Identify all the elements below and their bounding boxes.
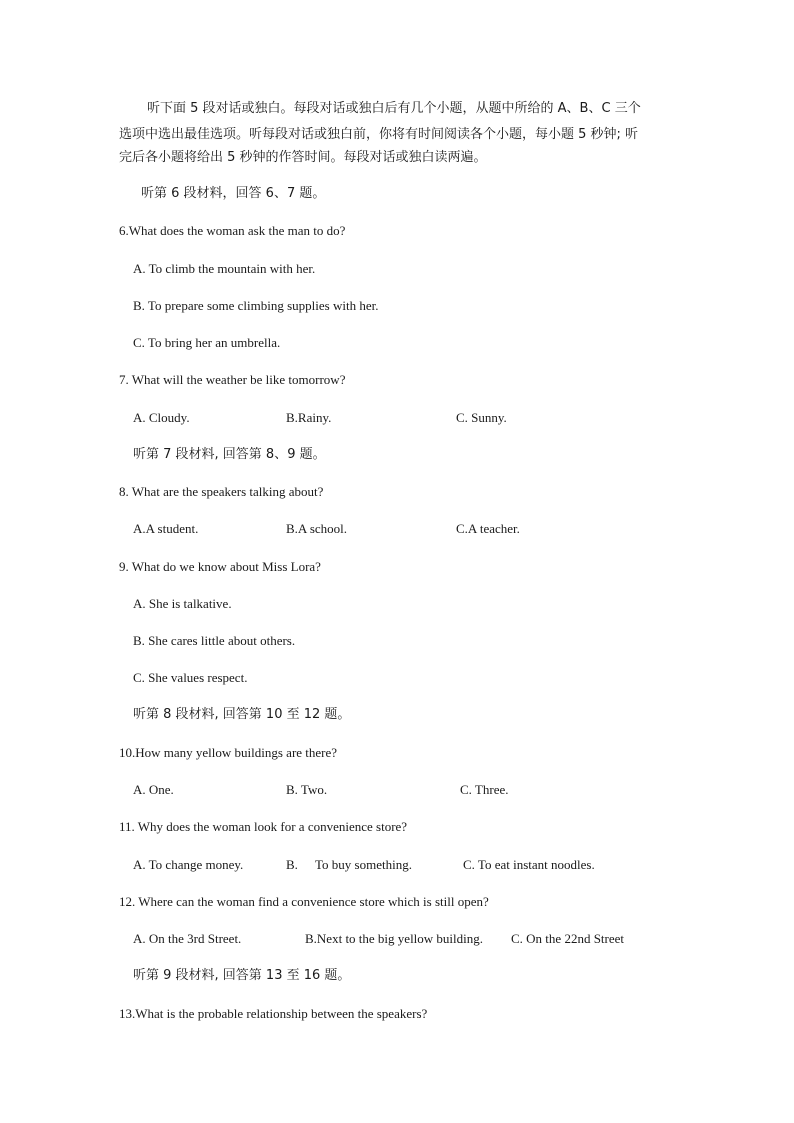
question-10-option-a: A. One. xyxy=(133,782,174,797)
question-8: 8. What are the speakers talking about? xyxy=(119,484,324,499)
section-heading-7: 听第 7 段材料, 回答第 8、9 题。 xyxy=(133,447,326,462)
question-12-option-c: C. On the 22nd Street xyxy=(511,931,625,946)
question-6-option-c: C. To bring her an umbrella. xyxy=(133,335,281,350)
question-9-option-a: A. She is talkative. xyxy=(133,596,232,611)
question-8-option-c: C.A teacher. xyxy=(456,521,520,536)
question-9: 9. What do we know about Miss Lora? xyxy=(119,559,321,574)
question-9-option-b: B. She cares little about others. xyxy=(133,633,296,648)
instructions-line-1: 听下面 5 段对话或独白。每段对话或独白后有几个小题，从题中所给的 A、B、C 三个 xyxy=(147,101,641,116)
question-6-option-b: B. To prepare some climbing supplies with her. xyxy=(133,298,379,313)
question-11-option-a: A. To change money. xyxy=(133,857,244,872)
section-heading-6: 听第 6 段材料，回答 6、7 题。 xyxy=(141,186,326,201)
question-11-option-b-letter: B. xyxy=(286,857,298,872)
question-7-option-a: A. Cloudy. xyxy=(133,410,190,425)
question-7: 7. What will the weather be like tomorrow? xyxy=(119,372,346,387)
question-8-option-a: A.A student. xyxy=(133,521,199,536)
question-13: 13.What is the probable relationship between the speakers? xyxy=(119,1006,428,1021)
question-7-option-c: C. Sunny. xyxy=(456,410,507,425)
section-heading-9: 听第 9 段材料, 回答第 13 至 16 题。 xyxy=(133,968,351,983)
question-11-option-c: C. To eat instant noodles. xyxy=(463,857,595,872)
question-12: 12. Where can the woman find a convenience store which is still open? xyxy=(119,894,489,909)
question-11-option-b-text: To buy something. xyxy=(315,857,412,872)
question-10-option-c: C. Three. xyxy=(460,782,509,797)
question-12-option-b: B.Next to the big yellow building. xyxy=(305,931,484,946)
instructions-line-3: 完后各小题将给出 5 秒钟的作答时间。每段对话或独白读两遍。 xyxy=(119,150,487,165)
question-8-option-b: B.A school. xyxy=(286,521,348,536)
section-heading-8: 听第 8 段材料, 回答第 10 至 12 题。 xyxy=(133,707,351,722)
question-7-option-b: B.Rainy. xyxy=(286,410,332,425)
instructions-line-2: 选项中选出最佳选项。听每段对话或独白前，你将有时间阅读各个小题，每小题 5 秒钟; 听 xyxy=(119,127,639,142)
question-9-option-c: C. She values respect. xyxy=(133,670,248,685)
question-6-option-a: A. To climb the mountain with her. xyxy=(133,261,316,276)
question-10: 10.How many yellow buildings are there? xyxy=(119,745,338,760)
question-12-option-a: A. On the 3rd Street. xyxy=(133,931,242,946)
question-6: 6.What does the woman ask the man to do? xyxy=(119,223,346,238)
question-10-option-b: B. Two. xyxy=(286,782,328,797)
question-11: 11. Why does the woman look for a convenience store? xyxy=(119,819,408,834)
